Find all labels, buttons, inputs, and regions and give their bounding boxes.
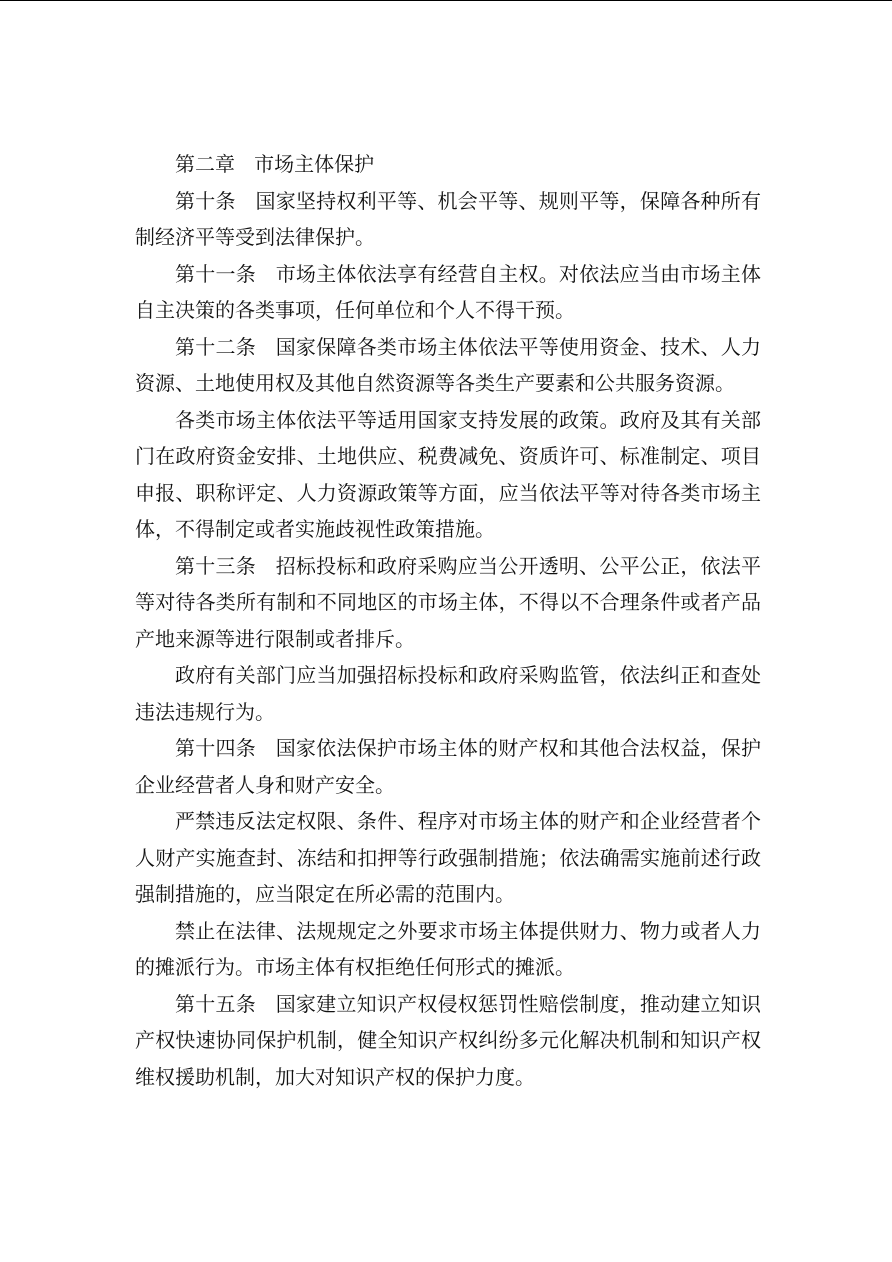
article-14-paragraph-2 <box>135 803 761 913</box>
document-body <box>135 146 761 1095</box>
article-12 <box>135 329 761 402</box>
article-number: 第十条 <box>175 188 236 213</box>
article-number: 第十五条 <box>175 991 256 1016</box>
article-12-paragraph-2 <box>135 402 761 548</box>
chapter-heading <box>135 146 761 183</box>
article-14-paragraph-3 <box>135 913 761 986</box>
article-text: 国家建立知识产权侵权惩罚性赔偿制度，推动建立知识产权快速协同保护机制，健全知识产权纠纷多元化解决机制和知识产权维权援助机制，加大对知识产权的保护力度。 <box>135 991 762 1089</box>
article-13 <box>135 548 761 658</box>
article-text: 国家依法保护市场主体的财产权和其他合法权益，保护企业经营者人身和财产安全。 <box>135 736 762 797</box>
article-text: 市场主体依法享有经营自主权。对依法应当由市场主体自主决策的各类事项，任何单位和个人不得干预。 <box>135 261 762 322</box>
article-15 <box>135 986 761 1096</box>
article-text: 国家坚持权利平等、机会平等、规则平等，保障各种所有制经济平等受到法律保护。 <box>135 188 762 249</box>
article-text: 国家保障各类市场主体依法平等使用资金、技术、人力资源、土地使用权及其他自然资源等各类生产要素和公共服务资源。 <box>135 334 762 395</box>
article-text: 禁止在法律、法规规定之外要求市场主体提供财力、物力或者人力的摊派行为。市场主体有权拒绝任何形式的摊派。 <box>135 918 761 979</box>
top-border-line <box>0 0 892 1</box>
chapter-title: 市场主体保护 <box>254 152 375 176</box>
article-text: 政府有关部门应当加强招标投标和政府采购监管，依法纠正和查处违法违规行为。 <box>135 663 761 724</box>
article-number: 第十三条 <box>175 553 256 578</box>
article-10 <box>135 183 761 256</box>
article-text: 各类市场主体依法平等适用国家支持发展的政策。政府及其有关部门在政府资金安排、土地供应、税费减免、资质许可、标准制定、项目申报、职称评定、人力资源政策等方面，应当依法平等对待各类市场主体，不得制定或者实施歧视性政策措施。 <box>135 407 761 541</box>
article-text: 严禁违反法定权限、条件、程序对市场主体的财产和企业经营者个人财产实施查封、冻结和扣押等行政强制措施；依法确需实施前述行政强制措施的，应当限定在所必需的范围内。 <box>135 809 761 906</box>
article-number: 第十二条 <box>175 334 256 359</box>
chapter-number: 第二章 <box>175 152 235 176</box>
article-14 <box>135 730 761 803</box>
article-13-paragraph-2 <box>135 657 761 730</box>
article-number: 第十一条 <box>175 261 256 286</box>
article-number: 第十四条 <box>175 736 256 760</box>
article-11 <box>135 256 761 329</box>
article-text: 招标投标和政府采购应当公开透明、公平公正，依法平等对待各类所有制和不同地区的市场主体，不得以不合理条件或者产品产地来源等进行限制或者排斥。 <box>135 553 762 651</box>
